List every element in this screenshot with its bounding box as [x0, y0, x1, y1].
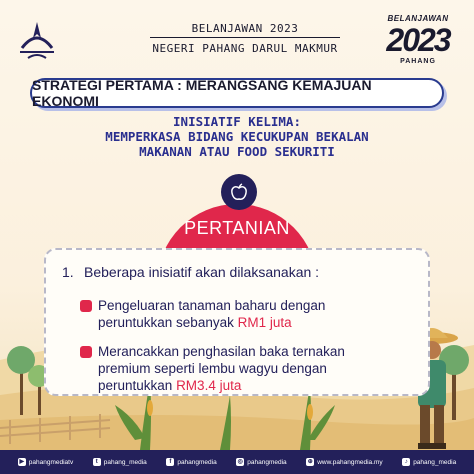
strategy-banner	[30, 78, 444, 108]
item-title: Beberapa inisiatif akan dilaksanakan :	[84, 264, 320, 280]
bullet-2-line-3	[98, 378, 241, 394]
bullet-1-text: peruntukkan sebanyak	[98, 315, 238, 330]
web-icon: ⊕	[307, 459, 313, 465]
header-subtitle: NEGERI PAHANG DARUL MAKMUR	[152, 42, 338, 55]
logo-year-text: 2023	[386, 22, 450, 58]
footer-tiktok[interactable]	[402, 458, 456, 466]
twitter-icon: t	[93, 458, 101, 466]
footer-web-text: www.pahangmedia.my	[317, 458, 383, 466]
footer-youtube[interactable]	[18, 458, 73, 466]
strategy-text: STRATEGI PERTAMA : MERANGSANG KEMAJUAN EKONOMI	[32, 77, 372, 109]
footer-web[interactable]	[306, 458, 382, 466]
bullet-1-line-1: Pengeluaran tanaman baharu dengan	[98, 298, 326, 313]
initiative-line-3: MAKANAN ATAU FOOD SEKURITI	[139, 144, 335, 159]
footer-youtube-text: pahangmediatv	[28, 458, 74, 466]
logo-top-text: BELANJAWAN	[387, 14, 449, 23]
initiative-line-2: MEMPERKASA BIDANG KECUKUPAN BEKALAN	[105, 129, 369, 144]
bullet-2-amount: RM3.4 juta	[176, 378, 242, 393]
bullet-2-line-2: premium seperti lembu wagyu dengan	[98, 361, 327, 376]
bullet-2-text: peruntukkan	[98, 378, 177, 393]
initiative-heading	[40, 114, 434, 159]
footer-facebook[interactable]	[166, 458, 216, 466]
footer-instagram-text: pahangmedia	[247, 458, 287, 466]
instagram-icon: ◎	[237, 459, 243, 465]
header-divider	[150, 37, 340, 38]
footer-twitter[interactable]	[93, 458, 147, 466]
social-footer	[0, 450, 474, 474]
item-number: 1.	[62, 264, 74, 280]
bullet-1-amount: RM1 juta	[237, 315, 292, 330]
bullet-marker	[80, 346, 92, 358]
initiative-line-1: INISIATIF KELIMA:	[173, 114, 301, 129]
footer-tiktok-text: pahang_media	[413, 458, 457, 466]
bullet-marker	[80, 300, 92, 312]
sector-label: PERTANIAN	[184, 218, 290, 238]
apple-icon	[221, 174, 257, 210]
belanjawan-2023-logo	[372, 14, 464, 66]
tiktok-icon: ♪	[402, 458, 410, 466]
pahang-crest-icon	[14, 18, 60, 64]
youtube-icon: ▶	[19, 459, 25, 465]
bullet-2-line-1: Merancakkan penghasilan baka ternakan	[98, 344, 345, 359]
logo-bottom-text: PAHANG	[400, 58, 436, 65]
bullet-1-line-2	[98, 315, 292, 331]
footer-twitter-text: pahang_media	[103, 458, 147, 466]
footer-facebook-text: pahangmedia	[177, 458, 217, 466]
facebook-icon: f	[166, 458, 174, 466]
header-title: BELANJAWAN 2023	[191, 22, 299, 35]
footer-instagram[interactable]	[236, 458, 286, 466]
